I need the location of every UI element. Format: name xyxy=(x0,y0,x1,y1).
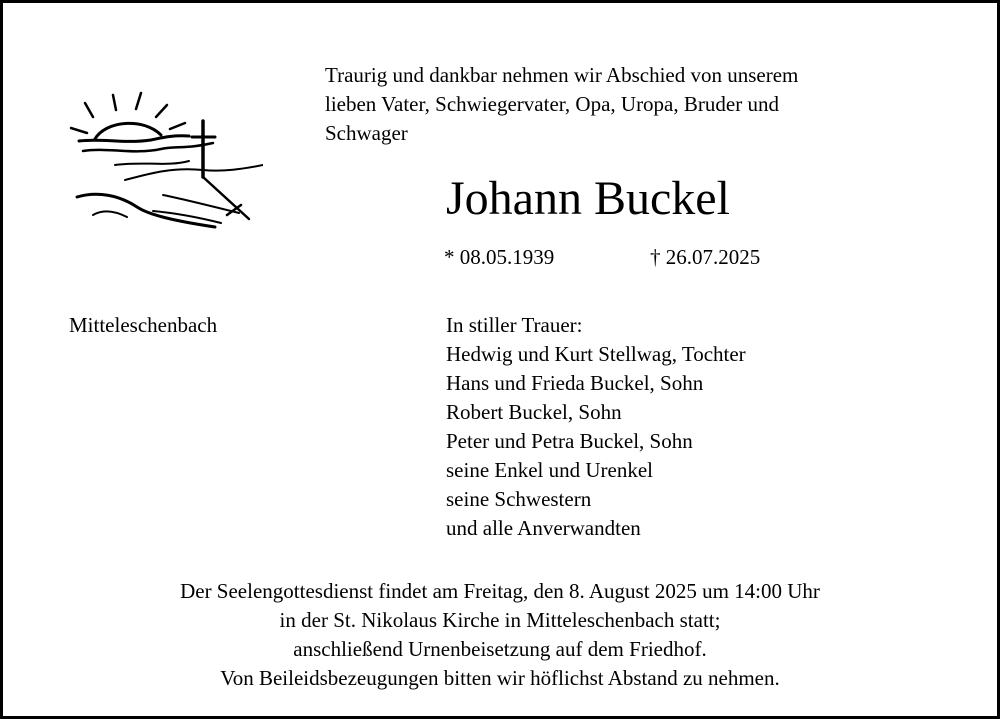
intro-line: Traurig und dankbar nehmen wir Abschied von unserem xyxy=(325,63,799,87)
service-info xyxy=(3,577,997,693)
mourner-line: seine Enkel und Urenkel xyxy=(446,458,654,482)
mourners-list xyxy=(446,311,746,543)
mourner-line: und alle Anverwandten xyxy=(446,516,641,540)
mourner-line: Hedwig und Kurt Stellwag, Tochter xyxy=(446,342,746,366)
service-line: anschließend Urnenbeisetzung auf dem Friedhof. xyxy=(293,637,707,661)
place-name: Mitteleschenbach xyxy=(69,313,218,337)
service-line: in der St. Nikolaus Kirche in Mitteleschenbach statt; xyxy=(279,608,721,632)
intro-text xyxy=(325,61,965,148)
sunrise-hills-cross-icon xyxy=(63,91,263,231)
deceased-name: Johann Buckel xyxy=(446,172,730,225)
mourners-heading: In stiller Trauer: xyxy=(446,313,583,337)
mourner-line: Hans und Frieda Buckel, Sohn xyxy=(446,371,704,395)
birth-date: * 08.05.1939 xyxy=(444,245,555,269)
mourner-line: Robert Buckel, Sohn xyxy=(446,400,622,424)
mourner-line: Peter und Petra Buckel, Sohn xyxy=(446,429,693,453)
death-date: † 26.07.2025 xyxy=(650,245,761,269)
service-line: Von Beileidsbezeugungen bitten wir höflichst Abstand zu nehmen. xyxy=(220,666,780,690)
mourner-line: seine Schwestern xyxy=(446,487,592,511)
intro-line: Schwager xyxy=(325,121,408,145)
intro-line: lieben Vater, Schwiegervater, Opa, Uropa, Bruder und xyxy=(325,92,779,116)
service-line: Der Seelengottesdienst findet am Freitag, den 8. August 2025 um 14:00 Uhr xyxy=(180,579,820,603)
